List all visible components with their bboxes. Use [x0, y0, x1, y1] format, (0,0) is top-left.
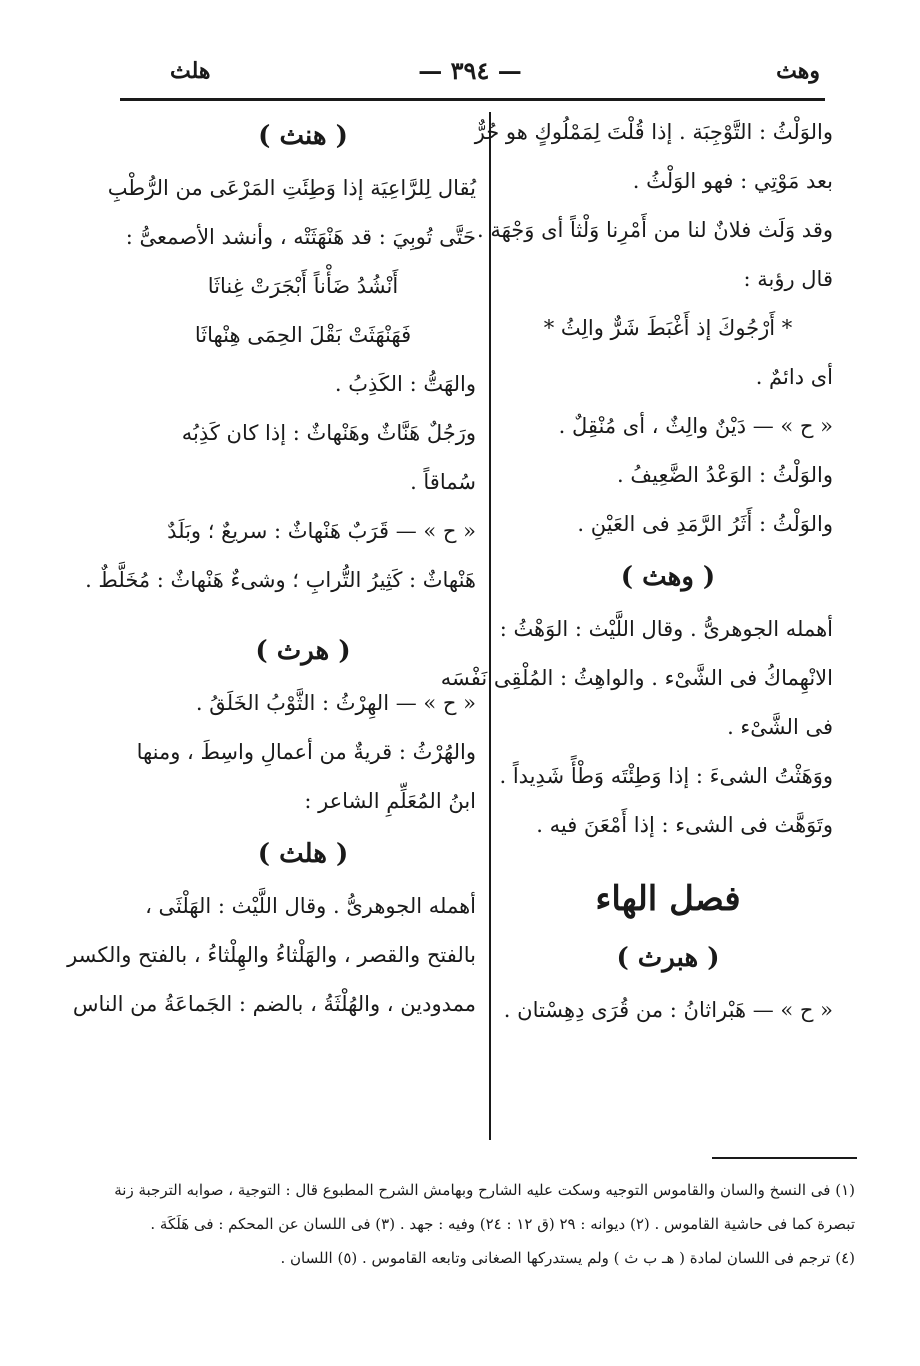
- text-line: سُماقاً .: [410, 470, 476, 494]
- running-head-left: هلث: [170, 58, 211, 84]
- entry-heading-hanath: ( هنث ): [258, 121, 348, 151]
- text-line: ممدودين ، والهُلْثَةُ ، بالضم : الجَماعَةُ من الناس: [72, 992, 476, 1016]
- text-line: هَنْهاثٌ : كَثِيرُ التُّرابِ ؛ وشىءٌ هَنْهاثٌ : مُخَلَّطٌ .: [85, 568, 476, 592]
- column-divider: [489, 112, 491, 1140]
- text-line: قال رؤبة :: [743, 267, 833, 291]
- section-title: فصل الهاء: [595, 879, 741, 919]
- text-line: ووَهَثْتُ الشىءَ : إذا وَطِئْتَه وَطْأً شَدِيداً .: [499, 764, 833, 788]
- entry-heading-habrath: ( هبرث ): [616, 943, 720, 973]
- text-line: وقد وَلَث فلانٌ لنا من أَمْرِنا وَلْثاً أى وَجْهَة .: [477, 218, 833, 242]
- text-line: والهُرْثُ : قريةٌ من أعمالِ واسِطَ ، ومنها: [136, 740, 476, 764]
- page-number: — ٣٩٤ —: [418, 56, 522, 85]
- text-line: بالفتح والقصر ، والهَلْثاءُ والهِلْثاءُ ، بالفتح والكسر: [67, 943, 476, 967]
- text-line: « ح » — هَبْراثانُ : من قُرَى دِهِسْتان .: [503, 998, 833, 1022]
- text-line: « ح » — دَيْنٌ والِثٌ ، أى مُنْقِلٌ .: [558, 414, 833, 438]
- text-line: وتَوَهَّث فى الشىء : إذا أَمْعَنَ فيه .: [536, 813, 833, 837]
- text-line: يُقال لِلرَّاعِيَة إذا وَطِئَتِ المَرْعَى من الرُّطْبِ: [107, 176, 476, 200]
- footnote-line: (١) فى النسخ والسان والقاموس التوجيه وسكت عليه الشارح وبهامش الشرح المطبوع قال : التوجية ، صوابه الترجبة زنة: [114, 1181, 855, 1199]
- text-line: حَتَّى تُوبِيَ : قد هَنْهَثَتْه ، وأنشد الأصمعىُّ :: [125, 225, 476, 249]
- entry-heading-halath: ( هلث ): [257, 839, 349, 869]
- text-line: والوَلْثُ : التَّوْجِبَة . إذا قُلْتَ لِمَمْلُوكٍ هو حُرٌّ: [474, 120, 833, 144]
- text-line: أهمله الجوهرىُّ . وقال اللَّيْث : الهَلْثَى ،: [145, 894, 476, 918]
- text-line: « ح » — الهِرْثُ : الثَّوْبُ الخَلَقُ .: [195, 691, 476, 715]
- footnotes: [110, 1173, 855, 1275]
- footnote-line: (٤) ترجم فى اللسان لمادة ( هـ ب ث ) ولم يستدركها الصغانى وتابعه القاموس . (٥) اللسان .: [280, 1249, 855, 1267]
- footnote-rule: [712, 1157, 857, 1159]
- verse-line: * أَرْجُوكَ إذ أَغْبَطَ شَرٌّ والِثُ *: [543, 316, 793, 340]
- text-line: ابنُ المُعَلِّمِ الشاعر :: [304, 789, 476, 813]
- page-header: [120, 52, 820, 100]
- text-line: « ح » — قَرَبٌ هَنْهاثٌ : سريعٌ ؛ وبَلَدٌ: [167, 519, 476, 543]
- text-line: ورَجُلٌ هَنَّاثٌ وهَنْهاثٌ : إذا كان كَذِبُه: [181, 421, 476, 445]
- entry-heading-wahath: ( وهث ): [620, 562, 716, 592]
- verse-line: فَهَنْهَثَتْ بَقْلَ الحِمَى هِنْهاثَا: [194, 323, 412, 347]
- text-line: أى دائمٌ .: [755, 365, 833, 389]
- text-line: أهمله الجوهرىُّ . وقال اللَّيْث : الوَهْثُ :: [499, 617, 833, 641]
- text-line: والهَتُّ : الكَذِبُ .: [334, 372, 476, 396]
- text-line: الانْهِماكُ فى الشَّىْء . والواهِثُ : المُلْقِى نَفْسَه: [440, 666, 833, 690]
- left-column: [67, 108, 476, 1029]
- verse-line: أَنْشُدُ ضَأْناً أَبْجَرَتْ غِناثَا: [207, 274, 399, 298]
- text-line: والوَلْثُ : أَثَرُ الرَّمَدِ فى العَيْنِ .: [577, 512, 833, 536]
- text-line: والوَلْثُ : الوَعْدُ الضَّعِيفُ .: [617, 463, 833, 487]
- entry-heading-harath: ( هرث ): [255, 636, 351, 666]
- footnote-line: تبصرة كما فى حاشية القاموس . (٢) ديوانه : ٢٩ (ق ١٢ : ٢٤) وفيه : جهد . (٣) فى اللسان عن المحكم : فى هَلَكَة .: [150, 1215, 855, 1233]
- text-line: فى الشَّىْء .: [727, 715, 833, 739]
- text-line: بعد مَوْتِي : فهو الوَلْثُ .: [632, 169, 833, 193]
- running-head-right: وهث: [776, 58, 820, 84]
- header-rule: [120, 98, 825, 101]
